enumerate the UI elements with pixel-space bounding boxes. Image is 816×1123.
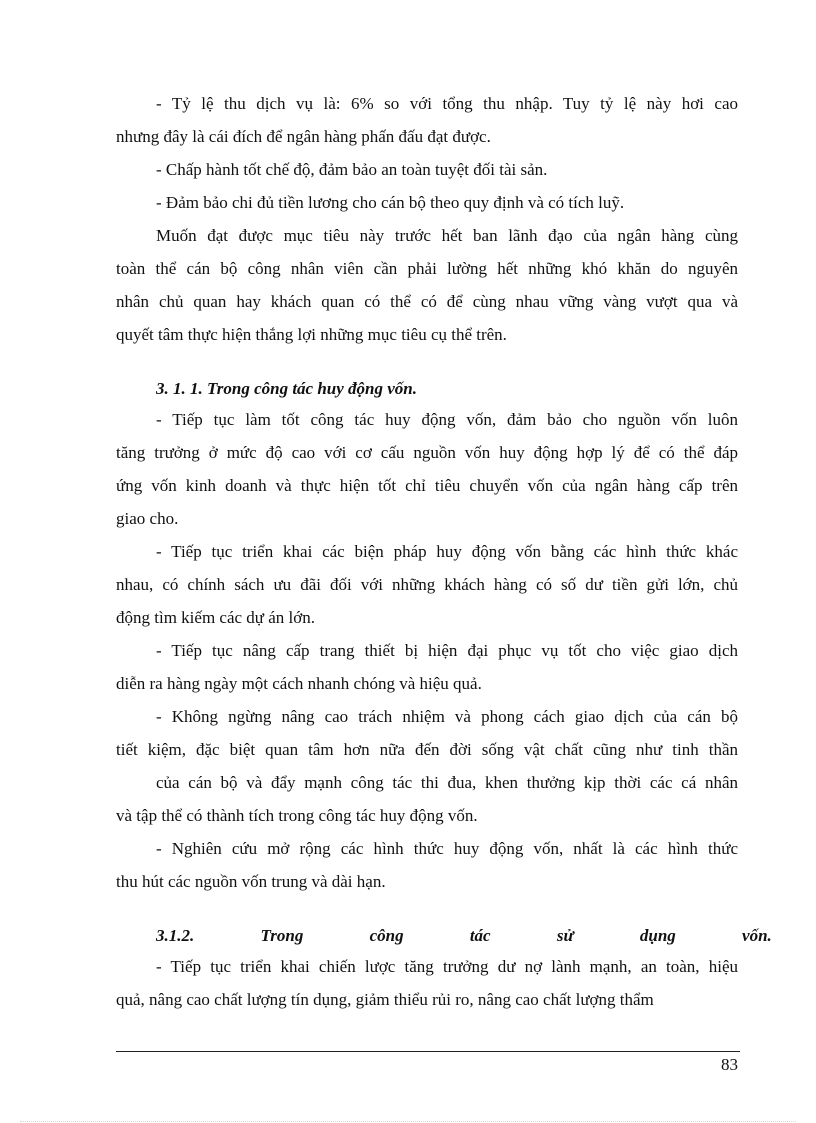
section-heading-3-1-2: 3.1.2. Trong công tác sử dụng vốn. <box>156 926 772 945</box>
text-line: của cán bộ và đẩy mạnh công tác thi đua, khen thưởng kịp thời các cá nhân <box>156 773 738 792</box>
text-line: ứng vốn kinh doanh và thực hiện tốt chỉ tiêu chuyển vốn của ngân hàng cấp trên <box>116 476 738 495</box>
text-line: diễn ra hàng ngày một cách nhanh chóng và hiệu quả. <box>116 674 482 693</box>
text-line: - Tỷ lệ thu dịch vụ là: 6% so với tổng thu nhập. Tuy tỷ lệ này hơi cao <box>156 94 738 113</box>
footer-divider <box>116 1051 740 1052</box>
text-line: quả, nâng cao chất lượng tín dụng, giảm thiểu rủi ro, nâng cao chất lượng thẩm <box>116 990 654 1009</box>
text-line: - Tiếp tục nâng cấp trang thiết bị hiện đại phục vụ tốt cho việc giao dịch <box>156 641 738 660</box>
text-line: và tập thể có thành tích trong công tác huy động vốn. <box>116 806 478 825</box>
text-line: tăng trưởng ở mức độ cao với cơ cấu nguồn vốn huy động hợp lý để có thể đáp <box>116 443 738 462</box>
text-line: - Tiếp tục làm tốt công tác huy động vốn, đảm bảo cho nguồn vốn luôn <box>156 410 738 429</box>
text-line: - Tiếp tục triển khai các biện pháp huy động vốn bằng các hình thức khác <box>156 542 738 561</box>
text-line: động tìm kiếm các dự án lớn. <box>116 608 316 627</box>
text-line: nhưng đây là cái đích để ngân hàng phấn đấu đạt được. <box>116 127 491 146</box>
text-line: - Chấp hành tốt chế độ, đảm bảo an toàn tuyệt đối tài sản. <box>156 160 548 179</box>
text-line: - Đảm bảo chi đủ tiền lương cho cán bộ theo quy định và có tích luỹ. <box>156 193 625 212</box>
page-edge <box>20 1121 796 1122</box>
text-line: giao cho. <box>116 509 179 528</box>
text-line: toàn thể cán bộ công nhân viên cần phải lường hết những khó khăn do nguyên <box>116 259 738 278</box>
text-line: nhau, có chính sách ưu đãi đối với những khách hàng có số dư tiền gửi lớn, chủ <box>116 575 738 594</box>
text-line: - Nghiên cứu mở rộng các hình thức huy động vốn, nhất là các hình thức <box>156 839 738 858</box>
section-heading-3-1-1: 3. 1. 1. Trong công tác huy động vốn. <box>156 379 418 398</box>
text-line: Muốn đạt được mục tiêu này trước hết ban lãnh đạo của ngân hàng cùng <box>156 226 738 245</box>
text-line: tiết kiệm, đặc biệt quan tâm hơn nữa đến đời sống vật chất cũng như tinh thần <box>116 740 738 759</box>
text-line: thu hút các nguồn vốn trung và dài hạn. <box>116 872 386 891</box>
text-line: nhân chủ quan hay khách quan có thể có để cùng nhau vững vàng vượt qua và <box>116 292 738 311</box>
text-line: quyết tâm thực hiện thắng lợi những mục tiêu cụ thể trên. <box>116 325 507 344</box>
text-line: - Tiếp tục triển khai chiến lược tăng trưởng dư nợ lành mạnh, an toàn, hiệu <box>156 957 738 976</box>
page-number: 83 <box>721 1055 738 1074</box>
text-line: - Không ngừng nâng cao trách nhiệm và phong cách giao dịch của cán bộ <box>156 707 738 726</box>
